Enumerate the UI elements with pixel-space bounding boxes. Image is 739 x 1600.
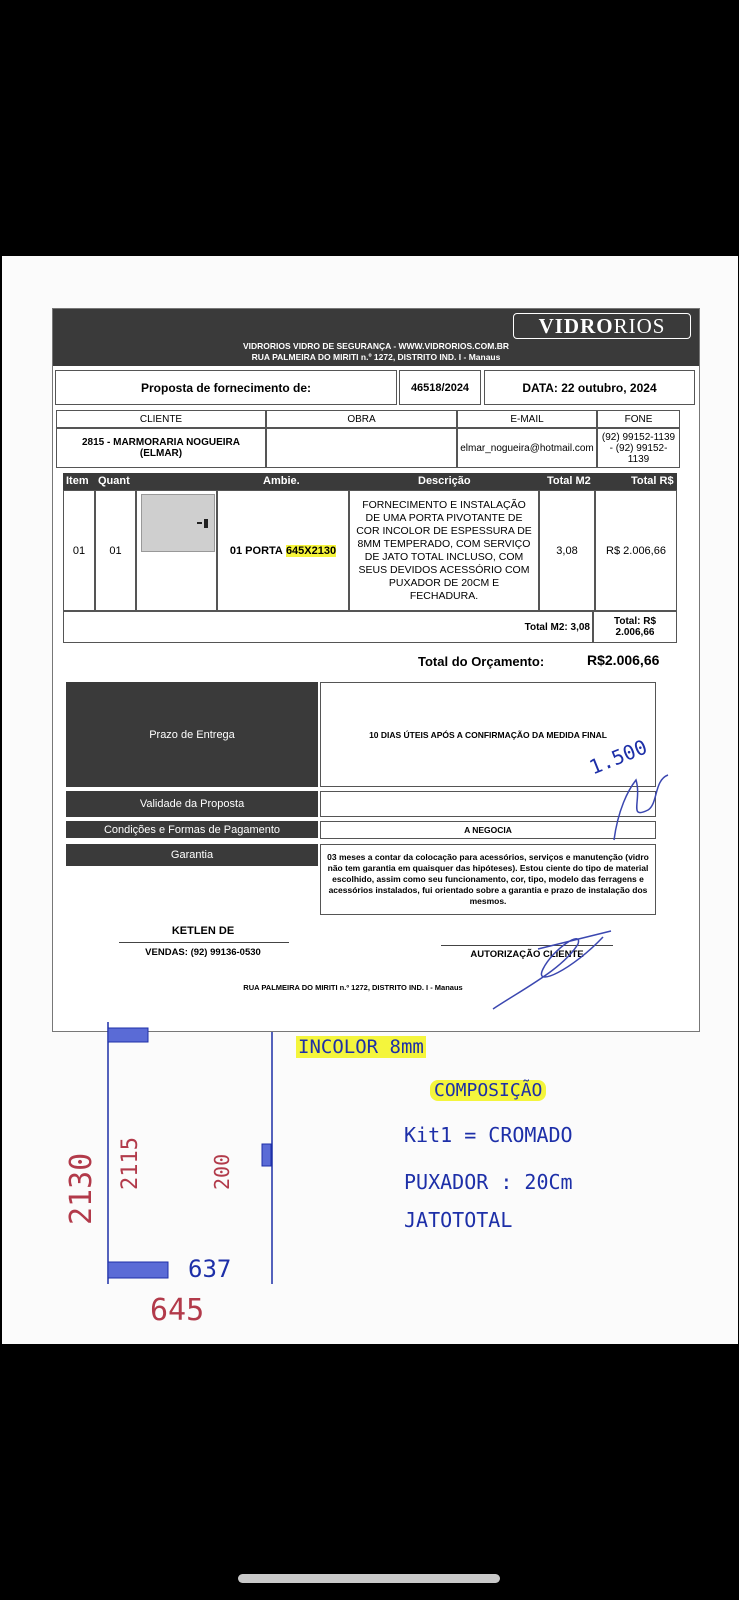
handle-bar (197, 522, 202, 524)
handle-mark (204, 519, 208, 528)
col-header-email: E-MAIL (457, 410, 597, 428)
document-header (53, 309, 699, 366)
header-line-1: VIDRORIOS VIDRO DE SEGURANÇA - WWW.VIDRORIOS.COM.BR (242, 341, 510, 351)
dim-inner-height: 2115 (118, 1137, 143, 1190)
pagamento-label: Condições e Formas de Pagamento (66, 821, 318, 838)
seller-signature-line (119, 942, 289, 943)
items-header-bar (63, 473, 677, 490)
th-total-rs: Total R$ (631, 475, 674, 487)
garantia-value: 03 meses a contar da colocação para acessórios, serviços e manutenção (vidro não tem garantia em quaisquer das hipóteses). Estou ciente do tipo de material escolhido, assim como seu funcionamento, cor, tipo, modelo das ferragens e acessórios instalados, fui orientado sobre a garantia e prazo de instalação dos mesmos. (320, 844, 656, 915)
prazo-value: 10 DIAS ÚTEIS APÓS A CONFIRMAÇÃO DA MEDIDA FINAL (320, 682, 656, 787)
cell-quant: 01 (95, 490, 136, 611)
footer-address: RUA PALMEIRA DO MIRITI n.º 1272, DISTRITO IND. I - Manaus (243, 983, 463, 992)
note-incolor: INCOLOR 8mm (298, 1036, 424, 1058)
dim-inner-width: 637 (188, 1255, 232, 1283)
totals-row (63, 611, 593, 643)
seller-name: KETLEN DE (171, 925, 235, 937)
col-header-cliente: CLIENTE (56, 410, 266, 428)
total-label: Total do Orçamento: (418, 654, 545, 669)
th-ambiente: Ambie. (263, 475, 300, 487)
client-signature-label: AUTORIZAÇÃO CLIENTE (470, 949, 584, 960)
ambiente-prefix: 01 PORTA (229, 544, 283, 557)
proposal-number: 46518/2024 (399, 370, 481, 405)
cell-total-rs: R$ 2.006,66 (595, 490, 677, 611)
cell-image (136, 490, 217, 611)
proposal-label: Proposta de fornecimento de: (55, 370, 397, 405)
validade-value (320, 791, 656, 817)
header-line-2: RUA PALMEIRA DO MIRITI n.º 1272, DISTRITO IND. I - Manaus (251, 352, 501, 362)
dim-handle: 200 (210, 1153, 234, 1190)
total-m2-footer: Total M2: 3,08 (524, 622, 590, 633)
cell-descricao: FORNECIMENTO E INSTALAÇÃO DE UMA PORTA PIVOTANTE DE COR INCOLOR DE ESPESSURA DE 8MM TEMPERADO, COM SERVIÇO DE JATO TOTAL INCLUSO, COM SEUS DEVIDOS ACESSÓRIO COM PUXADOR DE 20CM E FECHADURA. (349, 490, 539, 611)
logo-thin: RIOS (613, 314, 666, 338)
th-descricao: Descrição (418, 475, 471, 487)
th-quant: Quant (98, 475, 130, 487)
proposal-date: DATA: 22 outubro, 2024 (484, 370, 695, 405)
seller-phone: VENDAS: (92) 99136-0530 (145, 947, 261, 958)
door-thumbnail (141, 494, 215, 552)
th-item: Item (66, 475, 89, 487)
company-logo (513, 313, 691, 339)
cell-ambiente (217, 490, 349, 611)
note-puxador: PUXADOR : 20Cm (404, 1170, 573, 1194)
total-value: R$2.006,66 (587, 652, 660, 668)
col-header-fone: FONE (597, 410, 680, 428)
garantia-label: Garantia (66, 844, 318, 866)
client-email: elmar_nogueira@hotmail.com (457, 428, 597, 468)
prazo-label: Prazo de Entrega (66, 682, 318, 787)
cell-total-m2: 3,08 (539, 490, 595, 611)
logo-main: VIDRO (538, 314, 614, 338)
home-indicator[interactable] (238, 1574, 500, 1583)
quote-document (52, 308, 700, 1032)
note-kit: Kit1 = CROMADO (404, 1123, 573, 1147)
client-phone: (92) 99152-1139 - (92) 99152-1139 (597, 428, 680, 468)
col-header-obra: OBRA (266, 410, 457, 428)
dim-total-height: 2130 (64, 1152, 99, 1225)
handwritten-scribble (608, 760, 678, 850)
note-composicao: COMPOSIÇÃO (430, 1080, 546, 1101)
cell-item: 01 (63, 490, 95, 611)
th-total-m2: Total M2 (547, 475, 591, 487)
ambiente-dimension: 645X2130 (285, 544, 337, 557)
client-signature-scribble (483, 909, 623, 1019)
validade-label: Validade da Proposta (66, 791, 318, 817)
client-obra (266, 428, 457, 468)
dim-total-width: 645 (150, 1293, 205, 1328)
pagamento-value: A NEGOCIA (320, 821, 656, 839)
note-jato: JATOTOTAL (404, 1208, 513, 1232)
client-name: 2815 - MARMORARIA NOGUEIRA (ELMAR) (56, 428, 266, 468)
total-rs-footer: Total: R$ 2.006,66 (593, 611, 677, 643)
handwritten-1500: 1.500 (585, 734, 651, 780)
